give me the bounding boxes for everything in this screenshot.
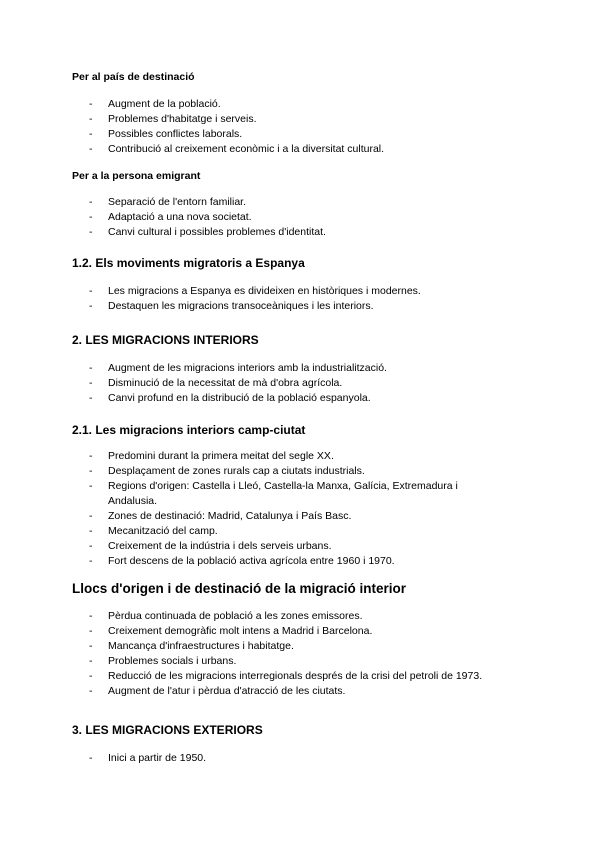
bullet-dash: -: [89, 285, 93, 297]
list-llocs-origen: [0, 609, 488, 699]
list-item-text: Mancança d'infraestructures i habitatge.: [108, 640, 294, 652]
list-item: [0, 97, 488, 112]
list-item: [0, 225, 488, 240]
bullet-dash: -: [89, 510, 93, 522]
list-item-text: Les migracions a Espanya es divideixen en històriques i modernes.: [108, 285, 421, 297]
list-item-text: Canvi profund en la distribució de la població espanyola.: [108, 392, 371, 404]
heading-moviments-migratoris: 1.2. Els moviments migratoris a Espanya: [72, 256, 305, 270]
list-item-text: Fort descens de la població activa agrícola entre 1960 i 1970.: [108, 555, 395, 567]
list-item-text: Augment de la població.: [108, 98, 221, 110]
list-item: [0, 639, 488, 654]
list-item-text: Augment de les migracions interiors amb la industrialització.: [108, 362, 387, 374]
list-persona-emigrant: [0, 195, 488, 240]
list-item: [0, 464, 488, 479]
list-item-text: Disminució de la necessitat de mà d'obra agrícola.: [108, 377, 343, 389]
bullet-dash: -: [89, 640, 93, 652]
bullet-dash: -: [89, 392, 93, 404]
list-item-text: Regions d'origen: Castella i Lleó, Castella-la Manxa, Galícia, Extremadura i Andalusia.: [108, 480, 458, 507]
bullet-dash: -: [89, 655, 93, 667]
list-item: [0, 624, 488, 639]
list-item-text: Zones de destinació: Madrid, Catalunya i País Basc.: [108, 510, 352, 522]
list-item-text: Creixement demogràfic molt intens a Madrid i Barcelona.: [108, 625, 373, 637]
list-item: [0, 751, 488, 766]
list-migracions-interiors: [0, 361, 488, 406]
list-item: [0, 609, 488, 624]
list-item: [0, 449, 488, 464]
bullet-dash: -: [89, 480, 93, 492]
list-item-text: Destaquen les migracions transoceàniques i les interiors.: [108, 300, 374, 312]
list-migracions-exteriors: [0, 751, 488, 766]
list-item: [0, 524, 488, 539]
list-item-text: Creixement de la indústria i dels serveis urbans.: [108, 540, 332, 552]
list-moviments-migratoris: [0, 284, 488, 314]
list-item-text: Desplaçament de zones rurals cap a ciutats industrials.: [108, 465, 365, 477]
list-item: [0, 299, 488, 314]
list-item-text: Contribució al creixement econòmic i a la diversitat cultural.: [108, 143, 385, 155]
bullet-dash: -: [89, 525, 93, 537]
list-item: [0, 195, 488, 210]
list-item: [0, 684, 488, 699]
list-item-text: Adaptació a una nova societat.: [108, 211, 252, 223]
heading-camp-ciutat: 2.1. Les migracions interiors camp-ciutat: [72, 423, 306, 437]
bullet-dash: -: [89, 128, 93, 140]
list-item-text: Mecanització del camp.: [108, 525, 218, 537]
list-item-text: Reducció de les migracions interregionals després de la crisi del petroli de 1973.: [108, 670, 483, 682]
heading-pais-destinacio: Per al país de destinació: [72, 71, 195, 83]
list-item: [0, 127, 488, 142]
list-item-text: Problemes d'habitatge i serveis.: [108, 113, 257, 125]
heading-llocs-origen: Llocs d'origen i de destinació de la migració interior: [72, 581, 407, 596]
list-item: [0, 479, 488, 509]
list-item-text: Problemes socials i urbans.: [108, 655, 237, 667]
list-item: [0, 539, 488, 554]
bullet-dash: -: [89, 625, 93, 637]
list-pais-destinacio: [0, 97, 488, 157]
bullet-dash: -: [89, 555, 93, 567]
list-item-text: Augment de l'atur i pèrdua d'atracció de les ciutats.: [108, 685, 346, 697]
list-item: [0, 509, 488, 524]
list-item-text: Separació de l'entorn familiar.: [108, 196, 246, 208]
bullet-dash: -: [89, 196, 93, 208]
bullet-dash: -: [89, 450, 93, 462]
bullet-dash: -: [89, 610, 93, 622]
list-item-text: Predomini durant la primera meitat del segle XX.: [108, 450, 334, 462]
bullet-dash: -: [89, 300, 93, 312]
bullet-dash: -: [89, 143, 93, 155]
list-item: [0, 669, 488, 684]
bullet-dash: -: [89, 113, 93, 125]
heading-migracions-interiors: 2. LES MIGRACIONS INTERIORS: [72, 333, 259, 347]
list-item: [0, 142, 488, 157]
list-item: [0, 654, 488, 669]
list-item: [0, 391, 488, 406]
heading-migracions-exteriors: 3. LES MIGRACIONS EXTERIORS: [72, 723, 263, 737]
heading-persona-emigrant: Per a la persona emigrant: [72, 170, 201, 182]
list-item-text: Inici a partir de 1950.: [108, 752, 207, 764]
bullet-dash: -: [89, 670, 93, 682]
bullet-dash: -: [89, 98, 93, 110]
bullet-dash: -: [89, 540, 93, 552]
list-item: [0, 112, 488, 127]
bullet-dash: -: [89, 362, 93, 374]
list-item-text: Pèrdua continuada de població a les zones emissores.: [108, 610, 363, 622]
bullet-dash: -: [89, 377, 93, 389]
bullet-dash: -: [89, 752, 93, 764]
list-item: [0, 376, 488, 391]
list-item: [0, 210, 488, 225]
list-item: [0, 284, 488, 299]
bullet-dash: -: [89, 226, 93, 238]
bullet-dash: -: [89, 465, 93, 477]
list-item-text: Possibles conflictes laborals.: [108, 128, 243, 140]
list-camp-ciutat: [0, 449, 488, 569]
bullet-dash: -: [89, 685, 93, 697]
bullet-dash: -: [89, 211, 93, 223]
list-item-text: Canvi cultural i possibles problemes d'identitat.: [108, 226, 326, 238]
list-item: [0, 361, 488, 376]
list-item: [0, 554, 488, 569]
